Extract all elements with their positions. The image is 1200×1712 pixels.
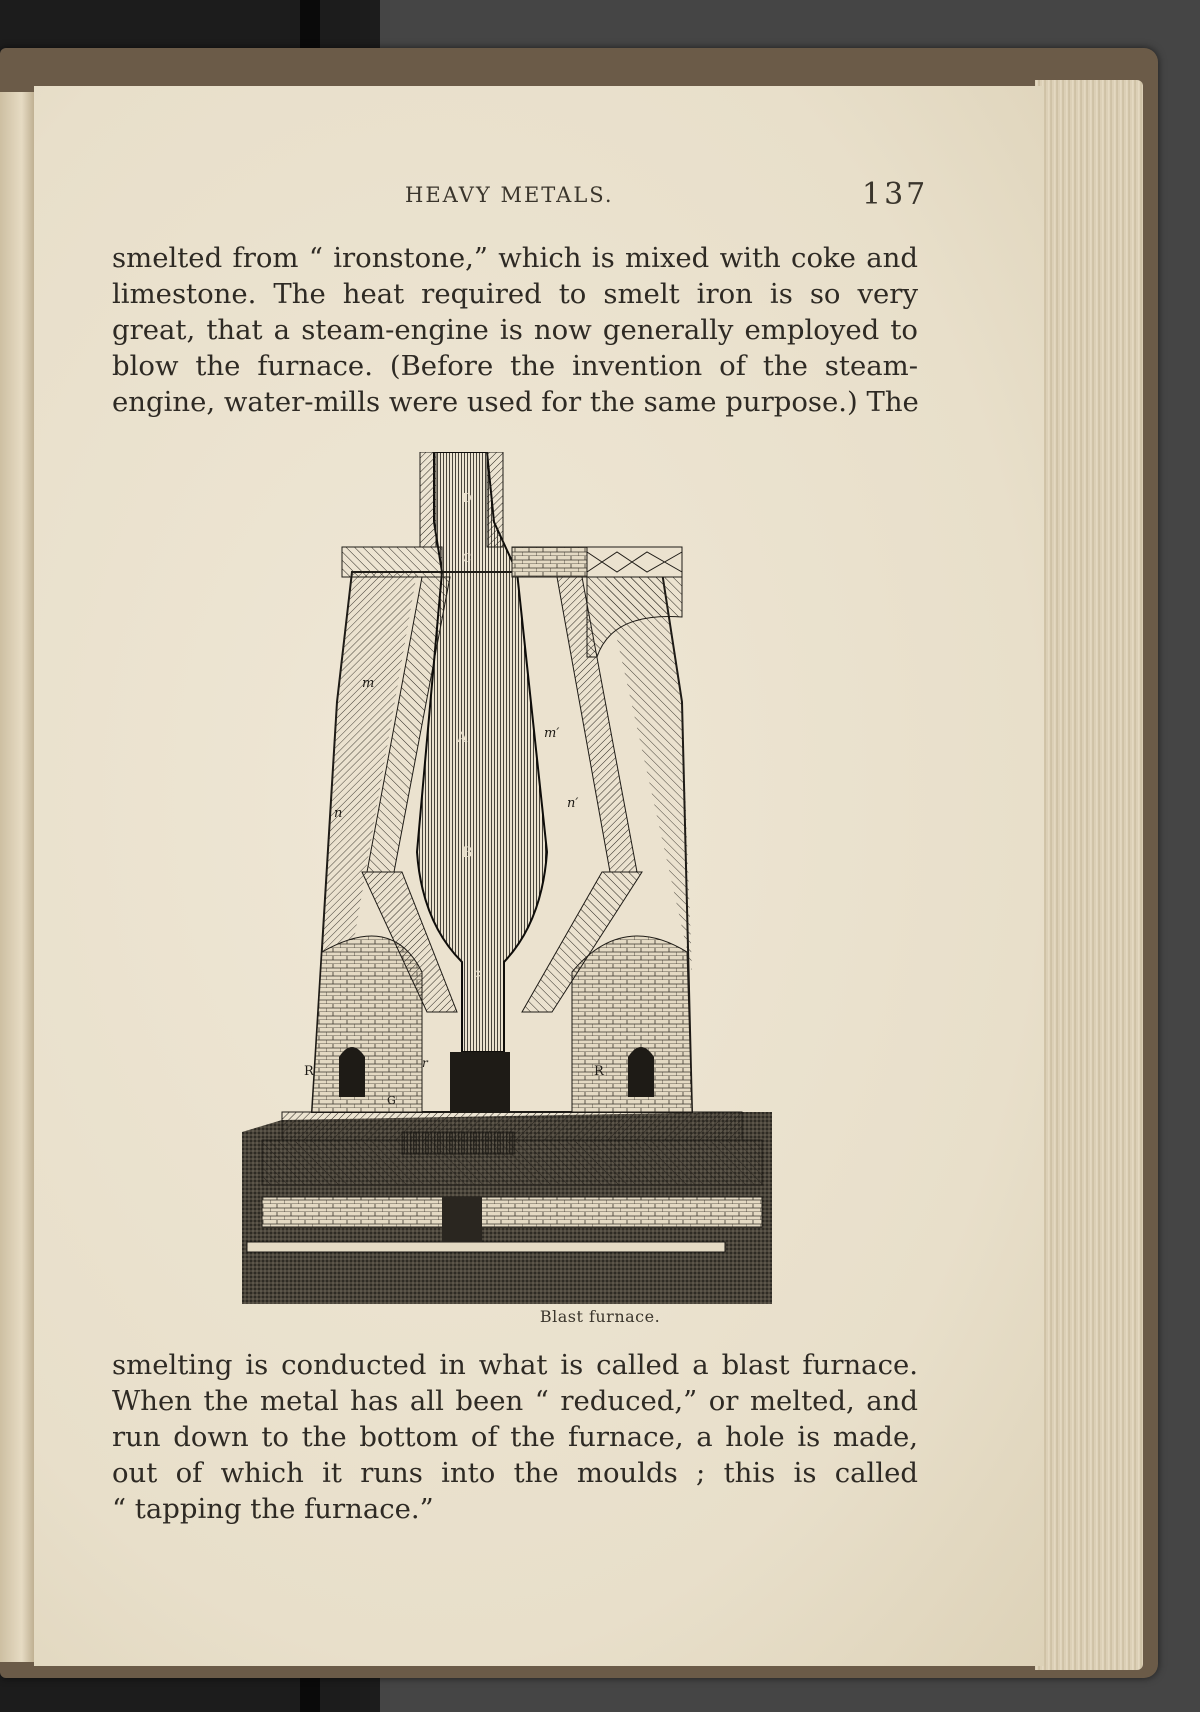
label-d: D bbox=[462, 491, 472, 505]
chimney-left-wall bbox=[420, 452, 436, 547]
text-line: run down to the bottom of the furnace, a hole is made, bbox=[112, 1421, 918, 1453]
text-line: engine, water-mills were used for the same purpose.) The bbox=[112, 386, 919, 418]
label-c-lower: c bbox=[474, 966, 481, 980]
text-line: “ tapping the furnace.” bbox=[112, 1493, 434, 1525]
label-g: G bbox=[387, 1094, 396, 1107]
paragraph-1 bbox=[112, 240, 918, 420]
label-r-lower: r bbox=[422, 1056, 428, 1070]
running-head: HEAVY METALS. bbox=[405, 183, 614, 207]
figure-caption: Blast furnace. bbox=[539, 1307, 661, 1326]
label-c: C bbox=[462, 551, 472, 565]
page-number: 137 bbox=[862, 177, 929, 212]
label-r-right: R bbox=[594, 1064, 604, 1079]
left-page-edge bbox=[0, 92, 36, 1662]
label-a: A bbox=[457, 730, 468, 746]
label-n-prime: n′ bbox=[567, 796, 579, 811]
top-right-parapet bbox=[512, 547, 587, 577]
blast-furnace-illustration bbox=[242, 452, 780, 1304]
text-line: smelted from “ ironstone,” which is mixed with coke and bbox=[112, 242, 918, 274]
label-r-left: R bbox=[304, 1064, 314, 1079]
top-left-parapet bbox=[342, 547, 442, 577]
label-b: B bbox=[462, 845, 473, 861]
label-n: n bbox=[334, 806, 343, 821]
right-opening bbox=[628, 1047, 654, 1097]
text-line: limestone. The heat required to smelt iron is so very bbox=[112, 278, 918, 310]
drain-channel bbox=[442, 1197, 482, 1242]
label-m-prime: m′ bbox=[544, 726, 560, 741]
text-line: out of which it runs into the moulds ; this is called bbox=[112, 1457, 918, 1489]
text-line: blow the furnace. (Before the invention of the steam- bbox=[112, 350, 918, 382]
page-header bbox=[0, 177, 1200, 223]
left-opening bbox=[339, 1047, 365, 1097]
foundation-base bbox=[247, 1242, 725, 1252]
text-line: smelting is conducted in what is called a blast furnace. bbox=[112, 1349, 918, 1381]
foundation-slab bbox=[262, 1197, 762, 1227]
label-m: m bbox=[362, 676, 375, 691]
text-line: When the metal has all been “ reduced,” or melted, and bbox=[112, 1385, 918, 1417]
foundation-grate bbox=[402, 1132, 514, 1154]
text-line: great, that a steam-engine is now generally employed to bbox=[112, 314, 918, 346]
chimney-right-wall bbox=[487, 452, 503, 547]
paragraph-2 bbox=[112, 1347, 918, 1527]
page-edges bbox=[1035, 80, 1143, 1670]
hearth bbox=[450, 1052, 510, 1112]
